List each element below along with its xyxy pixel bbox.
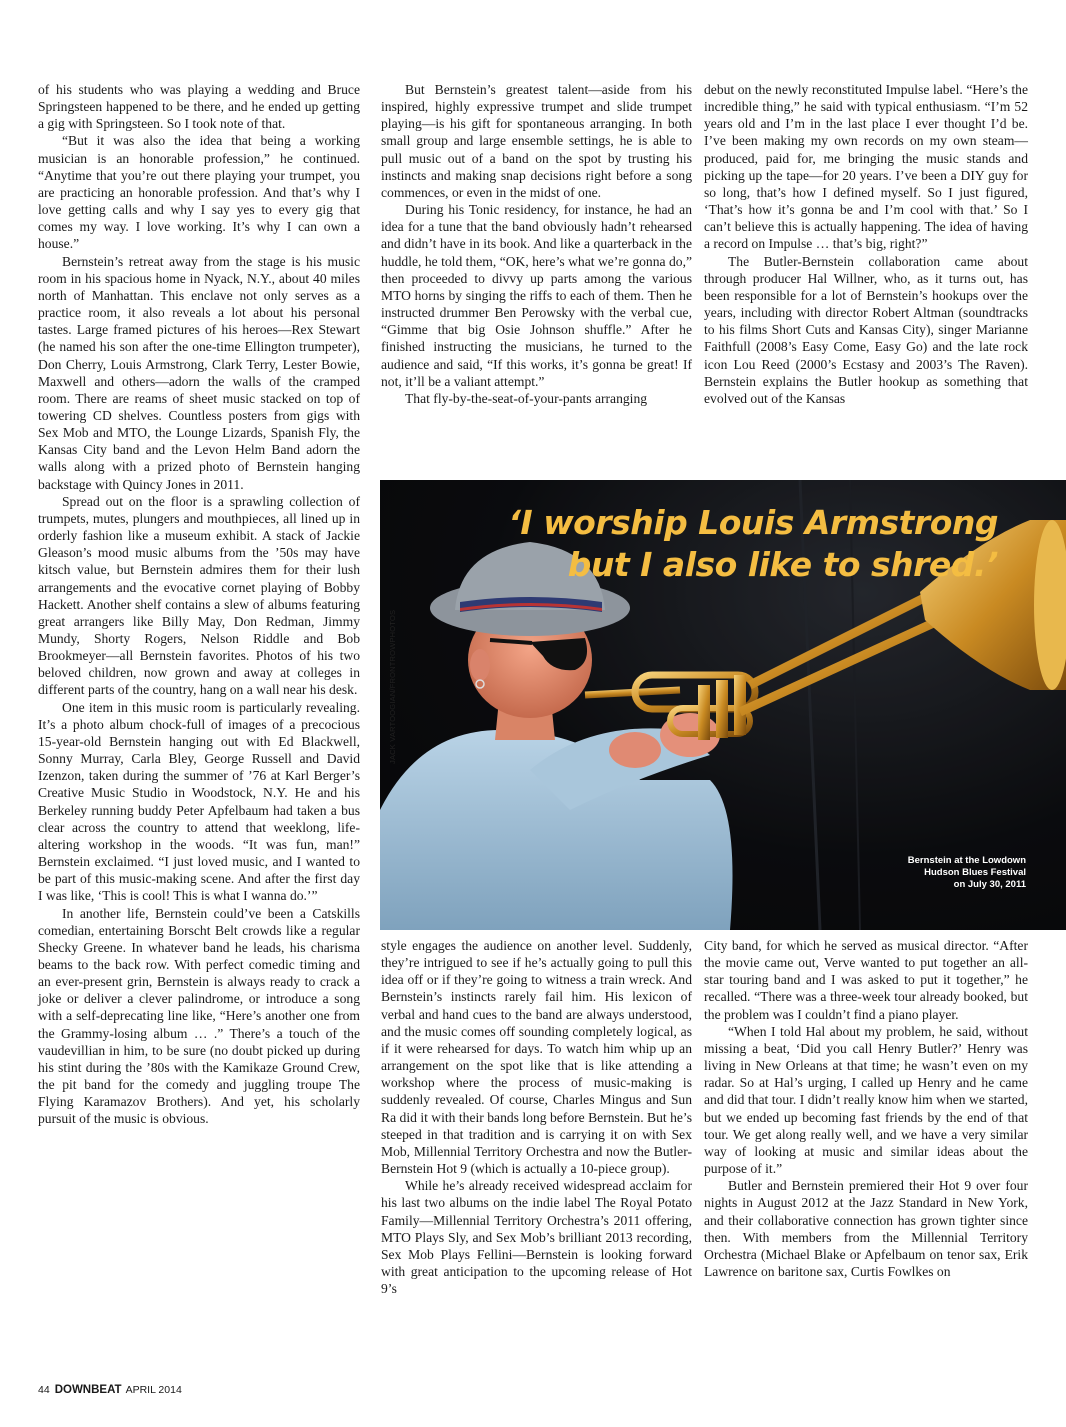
paragraph: “But it was also the idea that being a working musician is an honorable profession,” he continued. “Anytime that you’re out there playing your trumpet, you are practicing an honorable profession. And that’s why I love getting calls and why I say yes to every gig that comes my way. I love working. It’s why I can own a house.” (38, 133, 360, 252)
paragraph: of his students who was playing a wedding and Bruce Springsteen happened to be there, and he ended up getting a gig with Springsteen. So I took note of that. (38, 82, 360, 132)
paragraph: “When I told Hal about my problem, he said, without missing a beat, ‘Did you call Henry Butler?’ Henry was living in New Orleans at that time; he wasn’t even on my radar. So at Hal’s urging, I called up Henry and he came and did that tour. I didn’t really know him when we started, but we ended up becoming fast friends by the end of that tour. We get along really well, and we have a very similar way of looking at music and similar ideas about the purpose of it.” (704, 1023, 1028, 1177)
paragraph: style engages the audience on another level. Suddenly, they’re intrigued to see if he’s actually going to pull this idea off or if they’re going to witness a train wreck. And Bernstein’s instincts rarely fail him. His lexicon of verbal and hand cues to the band are always understood, and the music comes off sounding completely logical, as if it were rehearsed for days. To watch him whip up an arrangement on the spot like that is like attending a workshop where the process of music-making is suddenly revealed. Of course, Charles Mingus and Sun Ra did it with their bands long before Bernstein. But he’s steeped in that tradition and is carrying it on with Sex Mob, Millennial Territory Orchestra and now the Butler-Bernstein Hot 9 (which is actually a 10-piece group). (381, 938, 692, 1177)
photo-credit: JACK VARTOOGIAN/FRONTROWPHOTOS (388, 609, 397, 764)
caption-line-2: Hudson Blues Festival (924, 867, 1026, 878)
article-column-2-continued (381, 937, 692, 1297)
caption-line-1: Bernstein at the Lowdown (907, 855, 1026, 866)
paragraph: Butler and Bernstein premiered their Hot 9 over four nights in August 2012 at the Jazz Standard in New York, and their collaborative connection has grown tighter since then. With members from the Millennial Territory Orchestra (Michael Blake or Apfelbaum on tenor sax, Erik Lawrence on baritone sax, Curtis Fowlkes on (704, 1178, 1028, 1279)
paragraph: In another life, Bernstein could’ve been a Catskills comedian, entertaining Borscht Belt crowds like a regular Shecky Greene. In whatever band he leads, his charisma beams to the back row. With perfect comedic timing and an ever-present grin, Bernstein is always ready to crack a joke or deliver a clever palindrome, or introduce a song with a self-deprecating line like, “Here’s another one from the Grammy-losing album … .” There’s a touch of the vaudevillian in him, to be sure (no doubt picked up during his stint during the ’80s with the Kamikaze Ground Crew, the pit band for the comedy and juggling troupe The Flying Karamazov Brothers). And yet, his scholarly pursuit of the music is obvious. (38, 905, 360, 1127)
article-column-2 (381, 81, 692, 407)
paragraph: While he’s already received widespread acclaim for his last two albums on the indie label The Royal Potato Family—Millennial Territory Orchestra’s 2011 offering, MTO Plays Sly, and Sex Mob’s brilliant 2013 recording, Sex Mob Plays Fellini—Bernstein is looking forward with great anticipation to the upcoming release of Hot 9’s (381, 1178, 692, 1297)
magazine-name: DOWNBEAT (54, 1384, 122, 1396)
paragraph: City band, for which he served as musical director. “After the movie came out, Verve wanted to put together an all-star touring band and I was asked to put it together,” he recalled. “There was a three-week tour already booked, but the problem was I couldn’t find a piano player. (704, 938, 1028, 1022)
caption-line-3: on July 30, 2011 (953, 879, 1026, 890)
page-footer (38, 1384, 182, 1396)
paragraph: Spread out on the floor is a sprawling collection of trumpets, mutes, plungers and mouthpieces, all lined up in orderly fashion like a museum exhibit. A stack of Jackie Gleason’s mood music albums from the ’50s may have kitsch value, but Bernstein admires them for their lush arrangements and the evocative cornet playing of Bobby Hackett. Another shelf contains a slew of albums featuring great arrangers like Billy May, Don Redman, Jimmy Mundy, Shorty Rogers, Nelson Riddle and Bob Brookmeyer—all Bernstein favorites. Photos of his two beloved children, now grown and away at colleges in different parts of the country, hang on a wall near his desk. (38, 493, 360, 698)
paragraph: debut on the newly reconstituted Impulse label. “Here’s the incredible thing,” he said with typical enthusiasm. “I’m 52 years old and I’m in the last place I ever thought I’d be. I’ve been making my own records on my own steam—produced, paid for, me bringing the music stands and picking up the tape—for 20 years. I’ve been a DIY guy for so long, that’s how I defined myself. So I just figured, ‘That’s how it’s gonna be and I’m cool with that.’ So I can’t believe this is actually happening. The idea of having a record on Impulse … that’s big, right?” (704, 82, 1028, 252)
pull-quote (398, 502, 998, 586)
issue-date: APRIL 2014 (125, 1384, 182, 1396)
pull-quote-line-1: ‘I worship Louis Armstrong (508, 503, 998, 542)
paragraph: One item in this music room is particularly revealing. It’s a photo album chock-full of images of a precocious 15-year-old Bernstein hanging out with Ed Blackwell, Sonny Murray, Carla Bley, George Russell and David Izenzon, taken during the summer of ’76 at Karl Berger’s Creative Music Studio in Woodstock, N.Y. He and his Berkeley running buddy Peter Apfelbaum had taken a bus clear across the country to attend that weeklong, life-altering workshop in the woods. “It was fun, man!” Bernstein exclaimed. “I just loved music, and I wanted to be part of this music-making scene. And after the first day I was like, ‘This is cool! This is what I wanna do.’” (38, 699, 360, 904)
pull-quote-line-2: but I also like to shred.’ (567, 545, 998, 584)
paragraph: During his Tonic residency, for instance, he had an idea for a tune that the band obviously hadn’t rehearsed and didn’t have in its book. And like a quarterback in the huddle, he told them, “OK, here’s what we’re gonna do,” then proceeded to divvy up parts among the various MTO horns by singing the riffs to each of them. Then he instructed drummer Ben Perowsky with the verbal cue, “Gimme that big Osie Johnson shuffle.” After he finished instructing the musicians, he turned to the audience and said, “If this works, it’s gonna be great! If not, it’ll be a valiant attempt.” (381, 202, 692, 389)
paragraph: Bernstein’s retreat away from the stage is his music room in his spacious home in Nyack, N.Y., about 40 miles north of Manhattan. This enclave not only serves as a practice room, it also reveals a lot about his personal tastes. Large framed pictures of his heroes—Rex Stewart (he named his son after the one-time Ellington trumpeter), Don Cherry, Louis Armstrong, Clark Terry, Lester Bowie, Maxwell and others—adorn the walls of the cramped room. There are reams of sheet music stacked on top of towering CD shelves. Countless posters from gigs with Sex Mob and MTO, the Lounge Lizards, Spanish Fly, the Kansas City band and the Levon Helm Band adorn the walls along with a prized photo of Bernstein hanging backstage with Quincy Jones in 2011. (38, 253, 360, 492)
article-column-1 (38, 81, 360, 1128)
article-column-3 (704, 81, 1028, 407)
article-column-3-continued (704, 937, 1028, 1280)
page-number: 44 (38, 1384, 50, 1396)
paragraph: That fly-by-the-seat-of-your-pants arranging (405, 390, 648, 406)
photo-caption (806, 855, 1026, 891)
feature-photo (380, 480, 1066, 930)
paragraph: But Bernstein’s greatest talent—aside from his inspired, highly expressive trumpet and slide trumpet playing—is his gift for spontaneous arranging. In both small group and large ensemble settings, he is able to pull music out of a band on the spot by trusting his instincts and making snap decisions right before a song commences, or even in the midst of one. (381, 82, 692, 200)
paragraph: The Butler-Bernstein collaboration came about through producer Hal Willner, who, as it turns out, has been responsible for a lot of Bernstein’s hookups over the years, including with director Robert Altman (soundtracks to his films Short Cuts and Kansas City), singer Marianne Faithfull (2008’s Easy Come, Easy Go) and the late rock icon Lou Reed (2000’s Ecstasy and 2003’s The Raven). Bernstein explains the Butler hookup as something that evolved out of the Kansas (704, 253, 1028, 406)
